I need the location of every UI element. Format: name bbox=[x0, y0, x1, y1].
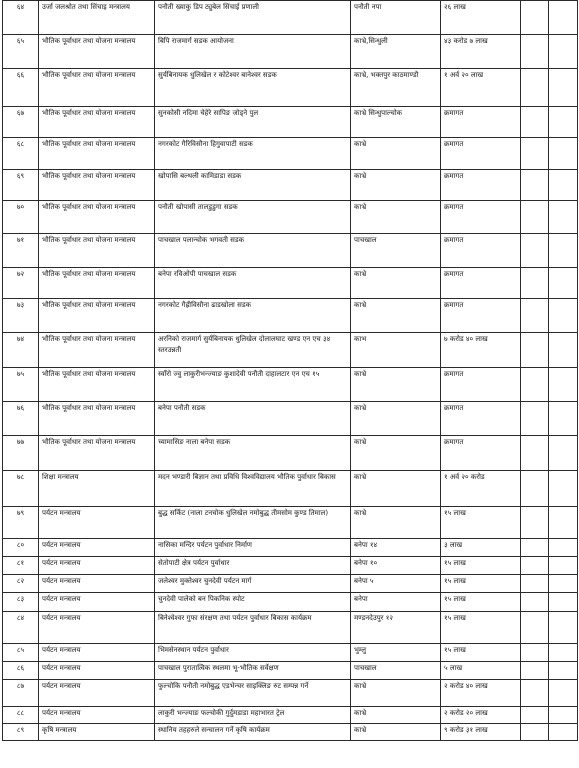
ministry-cell: भौतिक पूर्वाधार तथा योजना मन्त्रालय bbox=[39, 268, 155, 299]
empty-cell bbox=[549, 539, 578, 557]
table-row bbox=[3, 575, 578, 593]
location-cell: बनेपा १४ bbox=[351, 539, 441, 557]
project-cell: खोपासि बल्थली कामिडाडा सडक bbox=[155, 170, 351, 201]
location-cell: बनेपा ५ bbox=[351, 575, 441, 593]
empty-cell bbox=[521, 644, 549, 662]
table-row bbox=[3, 170, 578, 201]
ministry-cell: भौतिक पूर्वाधार तथा योजना मन्त्रालय bbox=[39, 299, 155, 333]
table-row bbox=[3, 69, 578, 107]
empty-cell bbox=[521, 575, 549, 593]
amount-cell: क्रमागत bbox=[441, 402, 521, 436]
ministry-cell: पर्यटन मन्त्रालय bbox=[39, 575, 155, 593]
serial-number-cell: ७९ bbox=[3, 507, 39, 539]
table-row bbox=[3, 333, 578, 368]
table-row bbox=[3, 234, 578, 268]
empty-cell bbox=[549, 593, 578, 612]
table-row bbox=[3, 107, 578, 138]
location-cell: पाचखाल bbox=[351, 234, 441, 268]
empty-cell bbox=[549, 299, 578, 333]
amount-cell: १५ लाख bbox=[441, 644, 521, 662]
project-cell: पनौती खोपासी तालडुडुगा सडक bbox=[155, 201, 351, 234]
empty-cell bbox=[521, 662, 549, 680]
serial-number-cell: ८३ bbox=[3, 593, 39, 612]
empty-cell bbox=[549, 575, 578, 593]
empty-cell bbox=[521, 1, 549, 35]
serial-number-cell: ७४ bbox=[3, 333, 39, 368]
location-cell: बनेपा १० bbox=[351, 557, 441, 575]
ministry-cell: भौतिक पूर्वाधार तथा योजना मन्त्रालय bbox=[39, 69, 155, 107]
project-cell: नगरकोट गैह्रीविसौना ढाडखोला सडक bbox=[155, 299, 351, 333]
location-cell: काभ्रे bbox=[351, 402, 441, 436]
ministry-cell: पर्यटन मन्त्रालय bbox=[39, 593, 155, 612]
ministry-cell: भौतिक पूर्वाधार तथा योजना मन्त्रालय bbox=[39, 107, 155, 138]
empty-cell bbox=[549, 507, 578, 539]
empty-cell bbox=[521, 69, 549, 107]
amount-cell: ९ करोड ३१ लाख bbox=[441, 724, 521, 741]
serial-number-cell: ६४ bbox=[3, 1, 39, 35]
empty-cell bbox=[549, 1, 578, 35]
project-cell: चुनदेवी पालेको बन पिकनिक स्पोट bbox=[155, 593, 351, 612]
empty-cell bbox=[549, 436, 578, 471]
serial-number-cell: ७६ bbox=[3, 402, 39, 436]
project-cell: पनौती ख्याकु डिप ट्युबेल सिंचाई प्रणाली bbox=[155, 1, 351, 35]
budget-table bbox=[2, 0, 578, 741]
empty-cell bbox=[549, 35, 578, 69]
location-cell: पाचखाल bbox=[351, 662, 441, 680]
ministry-cell: कृषि मन्त्रालय bbox=[39, 724, 155, 741]
empty-cell bbox=[549, 170, 578, 201]
table-row bbox=[3, 299, 578, 333]
amount-cell: १५ लाख bbox=[441, 612, 521, 644]
project-cell: फुल्चोकि पनौती नमोबुद्ध एडभेन्चर साइक्लिङ रुट सम्पन्न गर्ने bbox=[155, 680, 351, 707]
table-row bbox=[3, 138, 578, 170]
table-row bbox=[3, 507, 578, 539]
serial-number-cell: ८९ bbox=[3, 724, 39, 741]
ministry-cell: उर्जा जलश्रोत तथा सिंचाइ मन्त्रालय bbox=[39, 1, 155, 35]
amount-cell: २ करोड २० लाख bbox=[441, 707, 521, 724]
empty-cell bbox=[521, 539, 549, 557]
serial-number-cell: ७३ bbox=[3, 299, 39, 333]
ministry-cell: भौतिक पूर्वाधार तथा योजना मन्त्रालय bbox=[39, 234, 155, 268]
empty-cell bbox=[521, 170, 549, 201]
serial-number-cell: ८१ bbox=[3, 557, 39, 575]
project-cell: पाचखाल पलान्चोक भगवती सडक bbox=[155, 234, 351, 268]
project-cell: सुर्यबिनायक धुलिखेल र कोटेश्वर बानेश्वर सडक bbox=[155, 69, 351, 107]
empty-cell bbox=[521, 402, 549, 436]
amount-cell: क्रमागत bbox=[441, 201, 521, 234]
ministry-cell: भौतिक पूर्वाधार तथा योजना मन्त्रालय bbox=[39, 35, 155, 69]
table-row bbox=[3, 707, 578, 724]
location-cell: काभ्रे bbox=[351, 724, 441, 741]
empty-cell bbox=[521, 436, 549, 471]
project-cell: अरनिको राजमार्ग सुर्यबिनायक धुलिखेल दोलालघाट खण्ड एन एच ३४ स्तरउन्नती bbox=[155, 333, 351, 368]
empty-cell bbox=[521, 680, 549, 707]
location-cell: काभ्रे bbox=[351, 471, 441, 507]
table-row bbox=[3, 368, 578, 402]
amount-cell: १५ लाख bbox=[441, 507, 521, 539]
amount-cell: क्रमागत bbox=[441, 268, 521, 299]
serial-number-cell: ६५ bbox=[3, 35, 39, 69]
serial-number-cell: ७५ bbox=[3, 368, 39, 402]
ministry-cell: शिक्षा मन्त्रालय bbox=[39, 471, 155, 507]
location-cell: काभ्रे bbox=[351, 436, 441, 471]
amount-cell: ५ लाख bbox=[441, 662, 521, 680]
table-body bbox=[3, 1, 578, 741]
location-cell: काभ्रे bbox=[351, 368, 441, 402]
serial-number-cell: ६७ bbox=[3, 107, 39, 138]
serial-number-cell: ७८ bbox=[3, 471, 39, 507]
empty-cell bbox=[549, 662, 578, 680]
project-cell: सेतोपाटी क्षेत्र पर्यटन पुर्वाधार bbox=[155, 557, 351, 575]
amount-cell: क्रमागत bbox=[441, 170, 521, 201]
ministry-cell: भौतिक पूर्वाधार तथा योजना मन्त्रालय bbox=[39, 436, 155, 471]
table-row bbox=[3, 201, 578, 234]
table-row bbox=[3, 644, 578, 662]
project-cell: नगरकोट गैरिविसौना हिगुवापाटी सडक bbox=[155, 138, 351, 170]
amount-cell: क्रमागत bbox=[441, 107, 521, 138]
table-row bbox=[3, 268, 578, 299]
table-row bbox=[3, 402, 578, 436]
amount-cell: २ करोड ४० लाख bbox=[441, 680, 521, 707]
empty-cell bbox=[549, 402, 578, 436]
amount-cell: १ अर्व २० करोड bbox=[441, 471, 521, 507]
empty-cell bbox=[549, 368, 578, 402]
table-row bbox=[3, 724, 578, 741]
ministry-cell: भौतिक पूर्वाधार तथा योजना मन्त्रालय bbox=[39, 170, 155, 201]
location-cell: बनेपा bbox=[351, 593, 441, 612]
empty-cell bbox=[549, 69, 578, 107]
project-cell: सुनकोसी नदिमा चेहेरे सापिङ जोड्ने पुल bbox=[155, 107, 351, 138]
table-row bbox=[3, 436, 578, 471]
location-cell: काभ्रे bbox=[351, 201, 441, 234]
project-cell: पाचखाल पुरातात्विक स्थलमा भू-भौतिक सर्वेक्षण bbox=[155, 662, 351, 680]
project-cell: बिनेश्वेश्वर गुफा संरक्षण तथा पर्यटन पुर्वाधार बिकास कार्यक्रम bbox=[155, 612, 351, 644]
amount-cell: क्रमागत bbox=[441, 368, 521, 402]
serial-number-cell: ७१ bbox=[3, 234, 39, 268]
amount-cell: ४३ करोड ७ लाख bbox=[441, 35, 521, 69]
empty-cell bbox=[521, 593, 549, 612]
ministry-cell: पर्यटन मन्त्रालय bbox=[39, 612, 155, 644]
table-row bbox=[3, 35, 578, 69]
empty-cell bbox=[549, 471, 578, 507]
table-row bbox=[3, 557, 578, 575]
ministry-cell: भौतिक पूर्वाधार तथा योजना मन्त्रालय bbox=[39, 368, 155, 402]
table-row bbox=[3, 593, 578, 612]
empty-cell bbox=[549, 680, 578, 707]
amount-cell: १५ लाख bbox=[441, 575, 521, 593]
location-cell: काभ्रे bbox=[351, 138, 441, 170]
project-cell: बुद्ध सर्किट (नाला टनचोक धुलिखेल नमोबुद्ध तीमसोम कुण्ड तिमाल) bbox=[155, 507, 351, 539]
empty-cell bbox=[521, 138, 549, 170]
project-cell: बिपि राजमार्ग सडक आयोजना bbox=[155, 35, 351, 69]
location-cell: पनौती नपा bbox=[351, 1, 441, 35]
amount-cell: २६ लाख bbox=[441, 1, 521, 35]
amount-cell: १५ लाख bbox=[441, 593, 521, 612]
empty-cell bbox=[521, 201, 549, 234]
serial-number-cell: ८८ bbox=[3, 707, 39, 724]
empty-cell bbox=[521, 107, 549, 138]
empty-cell bbox=[521, 507, 549, 539]
project-cell: च्यामासिङ नाला बनेपा सडक bbox=[155, 436, 351, 471]
amount-cell: १ अर्व २० लाख bbox=[441, 69, 521, 107]
ministry-cell: भौतिक पूर्वाधार तथा योजना मन्त्रालय bbox=[39, 333, 155, 368]
serial-number-cell: ६९ bbox=[3, 170, 39, 201]
serial-number-cell: ७२ bbox=[3, 268, 39, 299]
empty-cell bbox=[521, 471, 549, 507]
empty-cell bbox=[521, 333, 549, 368]
serial-number-cell: ८५ bbox=[3, 644, 39, 662]
project-cell: स्वाँरो ज्वु लाकुरीभन्ज्याङ कुशादेवी पनौती दाहालटार एन एच १५ bbox=[155, 368, 351, 402]
location-cell: भुम्लु bbox=[351, 644, 441, 662]
location-cell: मण्डनदेउपुर १२ bbox=[351, 612, 441, 644]
amount-cell: क्रमागत bbox=[441, 299, 521, 333]
project-cell: मदन भण्डारी बिज्ञान तथा प्रविधि विश्वविद्यालय भौतिक पुर्वाधार बिकास bbox=[155, 471, 351, 507]
amount-cell: क्रमागत bbox=[441, 234, 521, 268]
empty-cell bbox=[549, 234, 578, 268]
ministry-cell: पर्यटन मन्त्रालय bbox=[39, 707, 155, 724]
serial-number-cell: ८६ bbox=[3, 662, 39, 680]
amount-cell: क्रमागत bbox=[441, 436, 521, 471]
project-cell: स्थानिय तहहरुले सन्चालन गर्ने कृषि कार्यक्रम bbox=[155, 724, 351, 741]
empty-cell bbox=[549, 724, 578, 741]
amount-cell: क्रमागत bbox=[441, 138, 521, 170]
location-cell: काभ्रे bbox=[351, 707, 441, 724]
ministry-cell: भौतिक पूर्वाधार तथा योजना मन्त्रालय bbox=[39, 402, 155, 436]
project-cell: लाकुरी भन्ज्याङ फल्चोकी गुर्दुमडाडा महाभारत ट्रेल bbox=[155, 707, 351, 724]
serial-number-cell: ८० bbox=[3, 539, 39, 557]
location-cell: काभ्रे bbox=[351, 268, 441, 299]
serial-number-cell: ६६ bbox=[3, 69, 39, 107]
location-cell: काभ्रे bbox=[351, 507, 441, 539]
table-row bbox=[3, 471, 578, 507]
empty-cell bbox=[521, 724, 549, 741]
empty-cell bbox=[549, 138, 578, 170]
ministry-cell: पर्यटन मन्त्रालय bbox=[39, 662, 155, 680]
empty-cell bbox=[549, 612, 578, 644]
empty-cell bbox=[549, 268, 578, 299]
empty-cell bbox=[549, 333, 578, 368]
table-row bbox=[3, 539, 578, 557]
table-row bbox=[3, 1, 578, 35]
project-cell: जलेश्वर मुक्तेश्वर चुनदेवी पर्यटन मार्ग bbox=[155, 575, 351, 593]
location-cell: काभ्रे, भक्तपुर काठमाण्डौ bbox=[351, 69, 441, 107]
location-cell: काभ्रे bbox=[351, 299, 441, 333]
amount-cell: १५ लाख bbox=[441, 557, 521, 575]
location-cell: काभ bbox=[351, 333, 441, 368]
empty-cell bbox=[521, 707, 549, 724]
empty-cell bbox=[549, 707, 578, 724]
serial-number-cell: ८७ bbox=[3, 680, 39, 707]
empty-cell bbox=[549, 201, 578, 234]
empty-cell bbox=[521, 612, 549, 644]
amount-cell: ७ करोड ४० लाख bbox=[441, 333, 521, 368]
ministry-cell: भौतिक पूर्वाधार तथा योजना मन्त्रालय bbox=[39, 201, 155, 234]
empty-cell bbox=[549, 107, 578, 138]
ministry-cell: पर्यटन मन्त्रालय bbox=[39, 557, 155, 575]
empty-cell bbox=[521, 35, 549, 69]
empty-cell bbox=[521, 268, 549, 299]
location-cell: काभ्रे सिन्धुपाल्चोक bbox=[351, 107, 441, 138]
location-cell: काभ्रे,सिन्धुली bbox=[351, 35, 441, 69]
project-cell: बनेपा पनौती सडक bbox=[155, 402, 351, 436]
project-cell: बनेपा रविओपी पाचखाल सडक bbox=[155, 268, 351, 299]
project-cell: नासिका मन्दिर पर्यटन पुर्वाधार निर्माण bbox=[155, 539, 351, 557]
amount-cell: ३ लाख bbox=[441, 539, 521, 557]
ministry-cell: पर्यटन मन्त्रालय bbox=[39, 644, 155, 662]
table-row bbox=[3, 680, 578, 707]
serial-number-cell: ८४ bbox=[3, 612, 39, 644]
empty-cell bbox=[521, 299, 549, 333]
serial-number-cell: ७० bbox=[3, 201, 39, 234]
empty-cell bbox=[549, 644, 578, 662]
location-cell: काभ्रे bbox=[351, 170, 441, 201]
location-cell: काभ्रे bbox=[351, 680, 441, 707]
empty-cell bbox=[521, 234, 549, 268]
empty-cell bbox=[549, 557, 578, 575]
ministry-cell: पर्यटन मन्त्रालय bbox=[39, 539, 155, 557]
empty-cell bbox=[521, 557, 549, 575]
table-row bbox=[3, 662, 578, 680]
ministry-cell: भौतिक पूर्वाधार तथा योजना मन्त्रालय bbox=[39, 138, 155, 170]
ministry-cell: पर्यटन मन्त्रालय bbox=[39, 680, 155, 707]
serial-number-cell: ७७ bbox=[3, 436, 39, 471]
empty-cell bbox=[521, 368, 549, 402]
serial-number-cell: ६८ bbox=[3, 138, 39, 170]
serial-number-cell: ८२ bbox=[3, 575, 39, 593]
table-row bbox=[3, 612, 578, 644]
ministry-cell: पर्यटन मन्त्रालय bbox=[39, 507, 155, 539]
project-cell: भिमसेनस्थान पर्यटन पुर्वाधार bbox=[155, 644, 351, 662]
